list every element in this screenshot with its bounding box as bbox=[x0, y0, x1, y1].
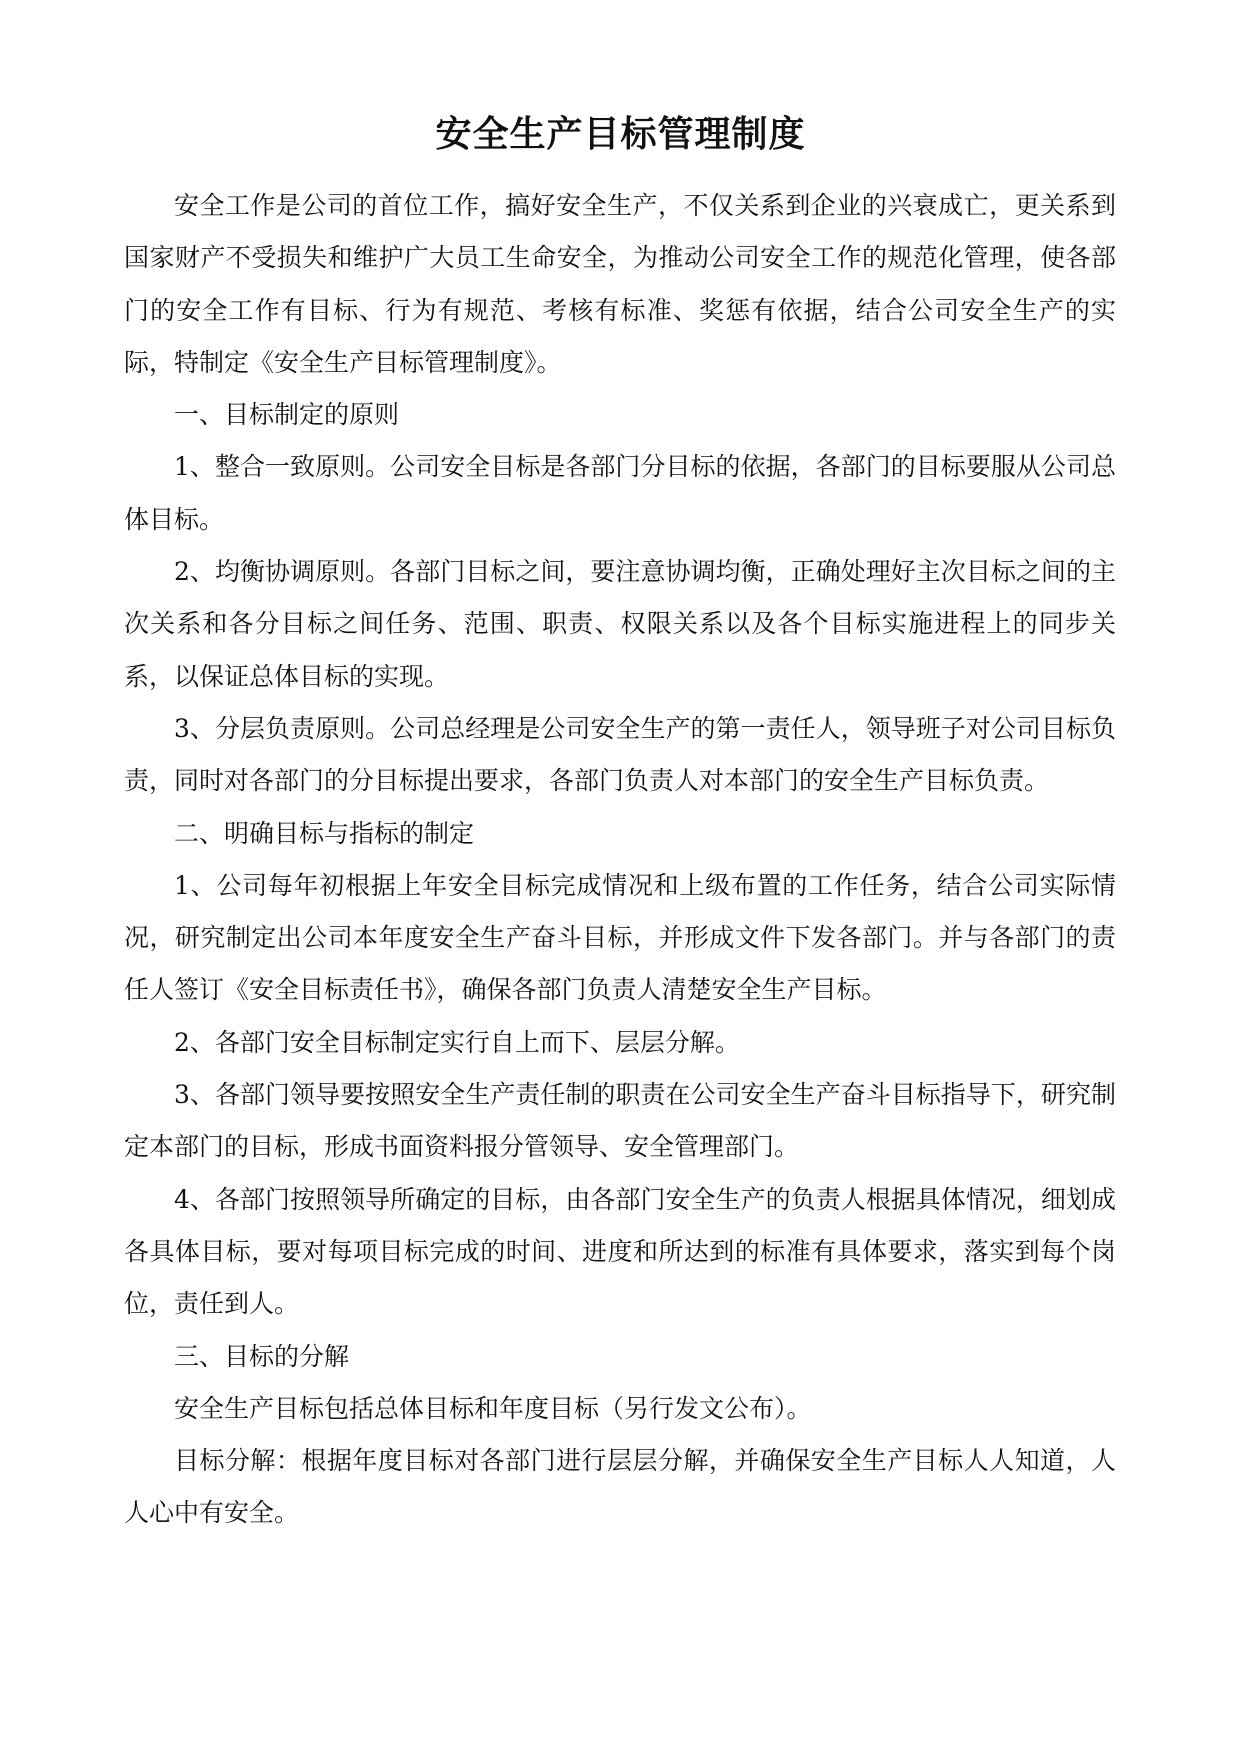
section-heading-3: 三、目标的分解 bbox=[174, 1341, 350, 1371]
section-1-item-2: 2、均衡协调原则。各部门目标之间，要注意协调均衡，正确处理好主次目标之间的主次关系和各分目标之间任务、范围、职责、权限关系以及各个目标实施进程上的同步关系，以保证总体目标的实现。 bbox=[124, 557, 1116, 691]
section-2-item-1: 1、公司每年初根据上年安全目标完成情况和上级布置的工作任务，结合公司实际情况，研究制定出公司本年度安全生产奋斗目标，并形成文件下发各部门。并与各部门的责任人签订《安全目标责任书》，确保各部门负责人清楚安全生产目标。 bbox=[124, 870, 1116, 1005]
section-2-item-2: 2、各部门安全目标制定实行自上而下、层层分解。 bbox=[174, 1027, 740, 1057]
section-3-paragraph-1: 安全生产目标包括总体目标和年度目标（另行发文公布）。 bbox=[174, 1393, 812, 1423]
section-heading-1: 一、目标制定的原则 bbox=[174, 400, 400, 430]
section-2-item-4: 4、各部门按照领导所确定的目标，由各部门安全生产的负责人根据具体情况，细划成各具体目标，要对每项目标完成的时间、进度和所达到的标准有具体要求，落实到每个岗位，责任到人。 bbox=[124, 1184, 1116, 1319]
section-1-item-1: 1、整合一致原则。公司安全目标是各部门分目标的依据，各部门的目标要服从公司总体目标。 bbox=[124, 452, 1116, 534]
document-title: 安全生产目标管理制度 bbox=[435, 113, 806, 155]
document-body bbox=[124, 180, 1116, 1540]
section-3-paragraph-2: 目标分解：根据年度目标对各部门进行层层分解，并确保安全生产目标人人知道，人人心中有安全。 bbox=[124, 1446, 1116, 1528]
section-1-item-3: 3、分层负责原则。公司总经理是公司安全生产的第一责任人，领导班子对公司目标负责，同时对各部门的分目标提出要求，各部门负责人对本部门的安全生产目标负责。 bbox=[124, 713, 1116, 796]
section-heading-2: 二、明确目标与指标的制定 bbox=[174, 818, 475, 848]
section-2-item-3: 3、各部门领导要按照安全生产责任制的职责在公司安全生产奋斗目标指导下，研究制定本部门的目标，形成书面资料报分管领导、安全管理部门。 bbox=[124, 1080, 1116, 1162]
intro-paragraph: 安全工作是公司的首位工作，搞好安全生产，不仅关系到企业的兴衰成亡，更关系到国家财产不受损失和维护广大员工生命安全，为推动公司安全工作的规范化管理，使各部门的安全工作有目标、行为有规范、考核有标准、奖惩有依据，结合公司安全生产的实际，特制定《安全生产目标管理制度》。 bbox=[124, 191, 1116, 377]
